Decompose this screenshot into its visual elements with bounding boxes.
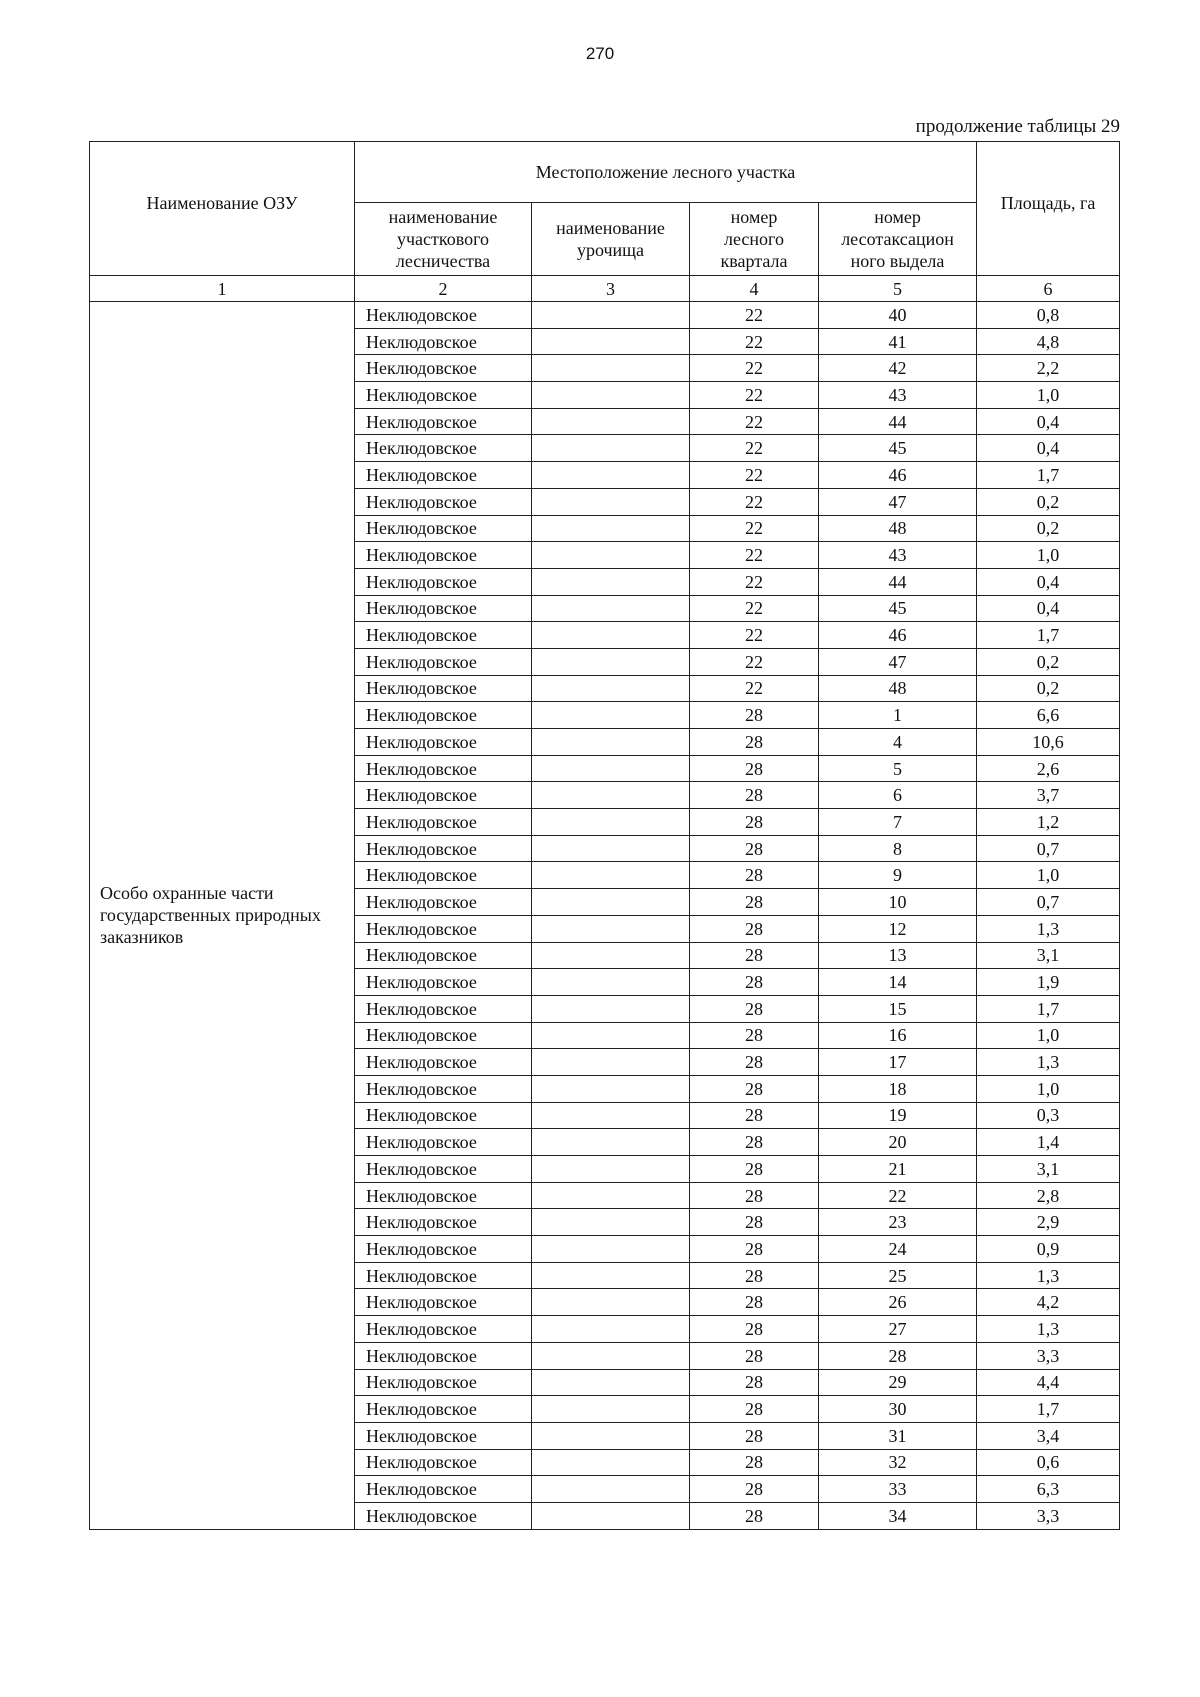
area-cell: 1,7 (977, 995, 1120, 1022)
quarter-cell: 28 (690, 1396, 819, 1423)
allotment-cell: 45 (819, 595, 977, 622)
allotment-cell: 31 (819, 1422, 977, 1449)
quarter-cell: 28 (690, 1476, 819, 1503)
tract-cell (532, 1236, 690, 1263)
forestry-cell: Неклюдовское (355, 622, 532, 649)
allotment-cell: 4 (819, 729, 977, 756)
area-cell: 3,1 (977, 942, 1120, 969)
tract-cell (532, 782, 690, 809)
area-cell: 10,6 (977, 729, 1120, 756)
quarter-cell: 22 (690, 622, 819, 649)
forestry-cell: Неклюдовское (355, 702, 532, 729)
quarter-cell: 28 (690, 1369, 819, 1396)
forestry-cell: Неклюдовское (355, 1449, 532, 1476)
forestry-cell: Неклюдовское (355, 1396, 532, 1423)
area-cell: 0,4 (977, 595, 1120, 622)
page-number: 270 (585, 44, 615, 63)
quarter-cell: 28 (690, 1502, 819, 1529)
column-number: 5 (819, 276, 977, 302)
quarter-cell: 28 (690, 1022, 819, 1049)
tract-cell (532, 702, 690, 729)
tract-cell (532, 1049, 690, 1076)
tract-cell (532, 488, 690, 515)
area-cell: 3,7 (977, 782, 1120, 809)
header-ozu-name: Наименование ОЗУ (90, 142, 355, 276)
tract-cell (532, 462, 690, 489)
area-cell: 1,3 (977, 1049, 1120, 1076)
quarter-cell: 28 (690, 1236, 819, 1263)
forestry-cell: Неклюдовское (355, 542, 532, 569)
tract-cell (532, 675, 690, 702)
tract-cell (532, 1075, 690, 1102)
quarter-cell: 28 (690, 1316, 819, 1343)
area-cell: 2,9 (977, 1209, 1120, 1236)
quarter-cell: 22 (690, 408, 819, 435)
area-cell: 1,0 (977, 542, 1120, 569)
forestry-cell: Неклюдовское (355, 1316, 532, 1343)
forestry-cell: Неклюдовское (355, 568, 532, 595)
allotment-cell: 43 (819, 382, 977, 409)
forestry-cell: Неклюдовское (355, 302, 532, 329)
column-number: 2 (355, 276, 532, 302)
forestry-cell: Неклюдовское (355, 835, 532, 862)
quarter-cell: 28 (690, 755, 819, 782)
header-area: Площадь, га (977, 142, 1120, 276)
allotment-cell: 34 (819, 1502, 977, 1529)
allotment-cell: 12 (819, 915, 977, 942)
tract-cell (532, 1449, 690, 1476)
quarter-cell: 28 (690, 995, 819, 1022)
forestry-cell: Неклюдовское (355, 1342, 532, 1369)
header-allotment: номер лесотаксацион ного выдела (819, 203, 977, 276)
tract-cell (532, 595, 690, 622)
area-cell: 1,9 (977, 969, 1120, 996)
forestry-cell: Неклюдовское (355, 648, 532, 675)
forestry-cell: Неклюдовское (355, 595, 532, 622)
tract-cell (532, 889, 690, 916)
allotment-cell: 46 (819, 462, 977, 489)
area-cell: 4,2 (977, 1289, 1120, 1316)
area-cell: 4,8 (977, 328, 1120, 355)
table-continuation-label: продолжение таблицы 29 (915, 116, 1120, 137)
tract-cell (532, 1156, 690, 1183)
allotment-cell: 27 (819, 1316, 977, 1343)
quarter-cell: 28 (690, 809, 819, 836)
allotment-cell: 17 (819, 1049, 977, 1076)
tract-cell (532, 835, 690, 862)
allotment-cell: 21 (819, 1156, 977, 1183)
area-cell: 0,7 (977, 835, 1120, 862)
quarter-cell: 22 (690, 328, 819, 355)
allotment-cell: 47 (819, 488, 977, 515)
tract-cell (532, 328, 690, 355)
quarter-cell: 28 (690, 729, 819, 756)
tract-cell (532, 1369, 690, 1396)
allotment-cell: 6 (819, 782, 977, 809)
quarter-cell: 28 (690, 1129, 819, 1156)
forestry-cell: Неклюдовское (355, 755, 532, 782)
forestry-cell: Неклюдовское (355, 1049, 532, 1076)
quarter-cell: 22 (690, 648, 819, 675)
allotment-cell: 44 (819, 408, 977, 435)
forestry-cell: Неклюдовское (355, 782, 532, 809)
area-cell: 2,2 (977, 355, 1120, 382)
allotment-cell: 43 (819, 542, 977, 569)
quarter-cell: 28 (690, 1422, 819, 1449)
quarter-cell: 28 (690, 1182, 819, 1209)
forestry-cell: Неклюдовское (355, 515, 532, 542)
area-cell: 4,4 (977, 1369, 1120, 1396)
quarter-cell: 22 (690, 542, 819, 569)
quarter-cell: 28 (690, 835, 819, 862)
allotment-cell: 7 (819, 809, 977, 836)
tract-cell (532, 755, 690, 782)
tract-cell (532, 1289, 690, 1316)
quarter-cell: 22 (690, 488, 819, 515)
quarter-cell: 28 (690, 1049, 819, 1076)
forestry-cell: Неклюдовское (355, 488, 532, 515)
forestry-cell: Неклюдовское (355, 1075, 532, 1102)
area-cell: 6,3 (977, 1476, 1120, 1503)
forestry-cell: Неклюдовское (355, 1369, 532, 1396)
allotment-cell: 44 (819, 568, 977, 595)
forestry-cell: Неклюдовское (355, 942, 532, 969)
allotment-cell: 16 (819, 1022, 977, 1049)
quarter-cell: 28 (690, 782, 819, 809)
allotment-cell: 26 (819, 1289, 977, 1316)
forestry-cell: Неклюдовское (355, 328, 532, 355)
forestry-cell: Неклюдовское (355, 1422, 532, 1449)
allotment-cell: 9 (819, 862, 977, 889)
area-cell: 3,4 (977, 1422, 1120, 1449)
tract-cell (532, 1209, 690, 1236)
area-cell: 1,7 (977, 1396, 1120, 1423)
allotment-cell: 10 (819, 889, 977, 916)
quarter-cell: 28 (690, 702, 819, 729)
ozu-name-cell: Особо охранные части государственных природных заказников (90, 302, 355, 1530)
allotment-cell: 23 (819, 1209, 977, 1236)
forest-plots-table (89, 141, 1120, 1530)
area-cell: 2,8 (977, 1182, 1120, 1209)
area-cell: 1,3 (977, 1316, 1120, 1343)
quarter-cell: 28 (690, 1289, 819, 1316)
column-number: 3 (532, 276, 690, 302)
area-cell: 1,7 (977, 622, 1120, 649)
area-cell: 0,2 (977, 648, 1120, 675)
area-cell: 6,6 (977, 702, 1120, 729)
allotment-cell: 15 (819, 995, 977, 1022)
column-number: 1 (90, 276, 355, 302)
allotment-cell: 41 (819, 328, 977, 355)
tract-cell (532, 1502, 690, 1529)
area-cell: 0,2 (977, 515, 1120, 542)
forestry-cell: Неклюдовское (355, 1476, 532, 1503)
quarter-cell: 28 (690, 889, 819, 916)
area-cell: 0,8 (977, 302, 1120, 329)
column-number: 6 (977, 276, 1120, 302)
quarter-cell: 28 (690, 1449, 819, 1476)
forestry-cell: Неклюдовское (355, 1022, 532, 1049)
allotment-cell: 30 (819, 1396, 977, 1423)
tract-cell (532, 408, 690, 435)
quarter-cell: 28 (690, 969, 819, 996)
area-cell: 0,2 (977, 675, 1120, 702)
tract-cell (532, 568, 690, 595)
area-cell: 0,4 (977, 435, 1120, 462)
tract-cell (532, 1129, 690, 1156)
allotment-cell: 28 (819, 1342, 977, 1369)
quarter-cell: 28 (690, 1156, 819, 1183)
quarter-cell: 22 (690, 435, 819, 462)
quarter-cell: 28 (690, 1102, 819, 1129)
forestry-cell: Неклюдовское (355, 729, 532, 756)
area-cell: 1,2 (977, 809, 1120, 836)
forestry-cell: Неклюдовское (355, 462, 532, 489)
tract-cell (532, 302, 690, 329)
forestry-cell: Неклюдовское (355, 382, 532, 409)
quarter-cell: 22 (690, 595, 819, 622)
area-cell: 2,6 (977, 755, 1120, 782)
tract-cell (532, 1102, 690, 1129)
quarter-cell: 28 (690, 1262, 819, 1289)
forestry-cell: Неклюдовское (355, 355, 532, 382)
forestry-cell: Неклюдовское (355, 1129, 532, 1156)
allotment-cell: 46 (819, 622, 977, 649)
tract-cell (532, 942, 690, 969)
forestry-cell: Неклюдовское (355, 915, 532, 942)
quarter-cell: 22 (690, 355, 819, 382)
allotment-cell: 33 (819, 1476, 977, 1503)
tract-cell (532, 382, 690, 409)
quarter-cell: 28 (690, 942, 819, 969)
allotment-cell: 29 (819, 1369, 977, 1396)
allotment-cell: 14 (819, 969, 977, 996)
area-cell: 1,0 (977, 1022, 1120, 1049)
quarter-cell: 22 (690, 462, 819, 489)
allotment-cell: 24 (819, 1236, 977, 1263)
allotment-cell: 19 (819, 1102, 977, 1129)
tract-cell (532, 1316, 690, 1343)
area-cell: 1,7 (977, 462, 1120, 489)
allotment-cell: 18 (819, 1075, 977, 1102)
allotment-cell: 48 (819, 675, 977, 702)
tract-cell (532, 809, 690, 836)
allotment-cell: 13 (819, 942, 977, 969)
quarter-cell: 22 (690, 568, 819, 595)
allotment-cell: 22 (819, 1182, 977, 1209)
area-cell: 3,3 (977, 1342, 1120, 1369)
tract-cell (532, 515, 690, 542)
forestry-cell: Неклюдовское (355, 995, 532, 1022)
tract-cell (532, 995, 690, 1022)
forestry-cell: Неклюдовское (355, 1502, 532, 1529)
forestry-cell: Неклюдовское (355, 408, 532, 435)
area-cell: 1,3 (977, 1262, 1120, 1289)
table-row (90, 302, 1120, 329)
quarter-cell: 22 (690, 515, 819, 542)
quarter-cell: 22 (690, 382, 819, 409)
tract-cell (532, 969, 690, 996)
forestry-cell: Неклюдовское (355, 1262, 532, 1289)
area-cell: 1,0 (977, 1075, 1120, 1102)
forestry-cell: Неклюдовское (355, 1182, 532, 1209)
allotment-cell: 8 (819, 835, 977, 862)
allotment-cell: 25 (819, 1262, 977, 1289)
forestry-cell: Неклюдовское (355, 435, 532, 462)
area-cell: 0,4 (977, 568, 1120, 595)
forestry-cell: Неклюдовское (355, 969, 532, 996)
area-cell: 3,3 (977, 1502, 1120, 1529)
quarter-cell: 28 (690, 862, 819, 889)
tract-cell (532, 1476, 690, 1503)
tract-cell (532, 1422, 690, 1449)
area-cell: 1,0 (977, 382, 1120, 409)
tract-cell (532, 862, 690, 889)
tract-cell (532, 1262, 690, 1289)
allotment-cell: 5 (819, 755, 977, 782)
area-cell: 0,2 (977, 488, 1120, 515)
tract-cell (532, 435, 690, 462)
area-cell: 0,7 (977, 889, 1120, 916)
area-cell: 1,0 (977, 862, 1120, 889)
header-quarter: номер лесного квартала (690, 203, 819, 276)
forestry-cell: Неклюдовское (355, 809, 532, 836)
area-cell: 1,4 (977, 1129, 1120, 1156)
forestry-cell: Неклюдовское (355, 889, 532, 916)
forestry-cell: Неклюдовское (355, 1102, 532, 1129)
area-cell: 1,3 (977, 915, 1120, 942)
header-tract: наименование урочища (532, 203, 690, 276)
table-body (90, 302, 1120, 1530)
tract-cell (532, 542, 690, 569)
tract-cell (532, 1022, 690, 1049)
forestry-cell: Неклюдовское (355, 862, 532, 889)
forestry-cell: Неклюдовское (355, 675, 532, 702)
tract-cell (532, 1342, 690, 1369)
tract-cell (532, 622, 690, 649)
allotment-cell: 32 (819, 1449, 977, 1476)
quarter-cell: 28 (690, 1075, 819, 1102)
allotment-cell: 47 (819, 648, 977, 675)
quarter-cell: 22 (690, 675, 819, 702)
header-forestry: наименование участкового лесничества (355, 203, 532, 276)
allotment-cell: 48 (819, 515, 977, 542)
area-cell: 0,6 (977, 1449, 1120, 1476)
quarter-cell: 22 (690, 302, 819, 329)
header-location-group: Местоположение лесного участка (355, 142, 977, 203)
tract-cell (532, 355, 690, 382)
area-cell: 0,4 (977, 408, 1120, 435)
tract-cell (532, 648, 690, 675)
tract-cell (532, 1182, 690, 1209)
tract-cell (532, 729, 690, 756)
forestry-cell: Неклюдовское (355, 1156, 532, 1183)
allotment-cell: 42 (819, 355, 977, 382)
quarter-cell: 28 (690, 1342, 819, 1369)
tract-cell (532, 1396, 690, 1423)
allotment-cell: 20 (819, 1129, 977, 1156)
column-number: 4 (690, 276, 819, 302)
allotment-cell: 1 (819, 702, 977, 729)
quarter-cell: 28 (690, 915, 819, 942)
forestry-cell: Неклюдовское (355, 1289, 532, 1316)
quarter-cell: 28 (690, 1209, 819, 1236)
area-cell: 0,9 (977, 1236, 1120, 1263)
area-cell: 0,3 (977, 1102, 1120, 1129)
forestry-cell: Неклюдовское (355, 1236, 532, 1263)
tract-cell (532, 915, 690, 942)
area-cell: 3,1 (977, 1156, 1120, 1183)
allotment-cell: 40 (819, 302, 977, 329)
forestry-cell: Неклюдовское (355, 1209, 532, 1236)
allotment-cell: 45 (819, 435, 977, 462)
